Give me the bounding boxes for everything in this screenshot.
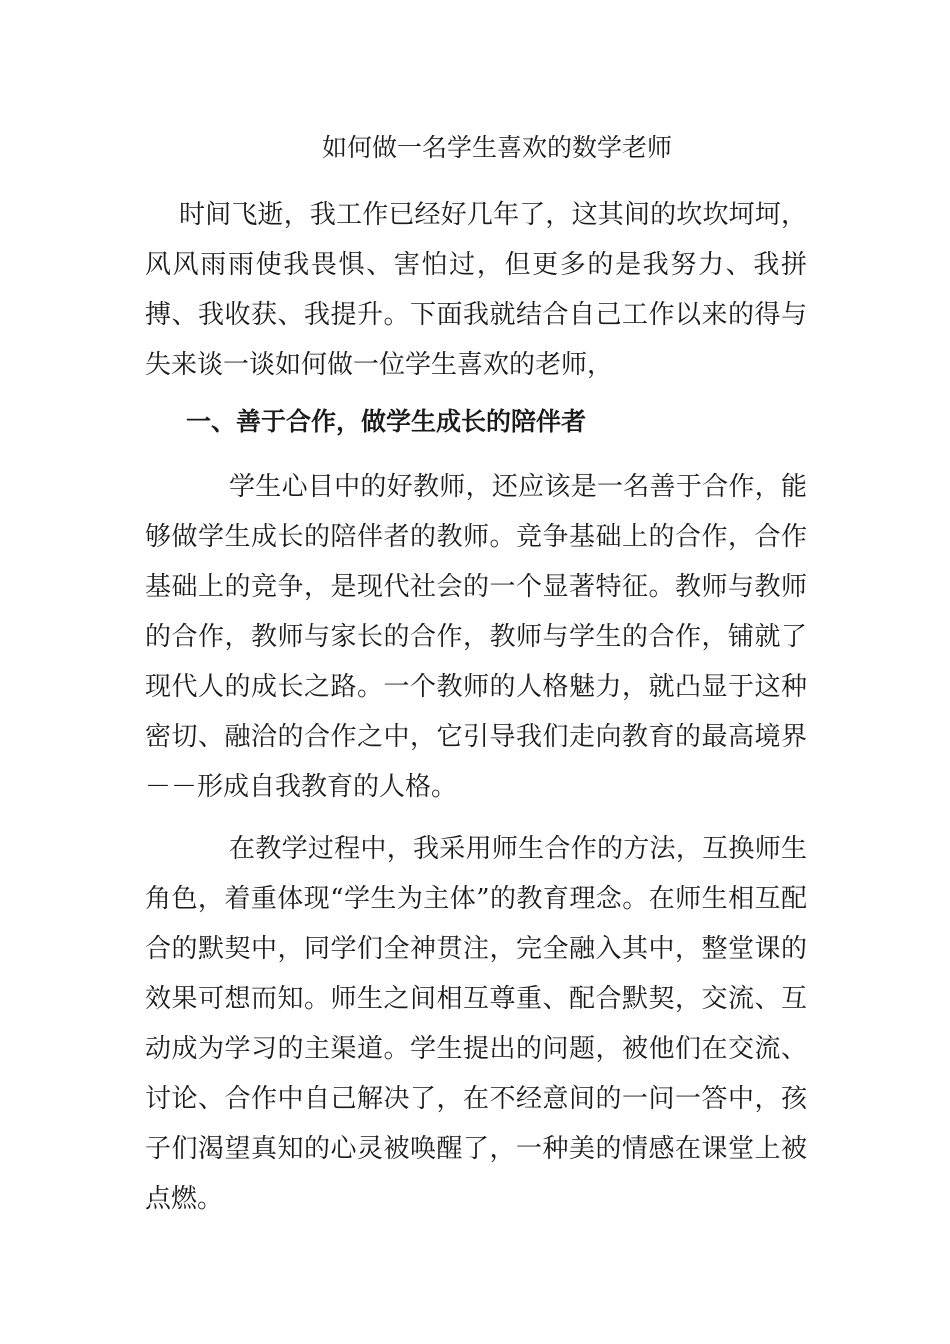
document-title: 如何做一名学生喜欢的数学老师: [322, 133, 673, 162]
section-paragraph-1: 学生心目中的好教师，还应该是一名善于合作，能够做学生成长的陪伴者的教师。竞争基础上的合作，合作基础上的竞争，是现代社会的一个显著特征。教师与教师的合作，教师与家长的合作，教师与学生的合作，铺就了现代人的成长之路。一个教师的人格魅力，就凸显于这种密切、融洽的合作之中，它引导我们走向教育的最高境界－－形成自我教育的人格。: [145, 472, 807, 802]
section-paragraph-2: 在教学过程中，我采用师生合作的方法，互换师生角色，着重体现“学生为主体”的教育理念。在师生相互配合的默契中，同学们全神贯注，完全融入其中，整堂课的效果可想而知。师生之间相互尊重、配合默契，交流、互动成为学习的主渠道。学生提出的问题，被他们在交流、讨论、合作中自己解决了，在不经意间的一问一答中，孩子们渴望真知的心灵被唤醒了，一种美的情感在课堂上被点燃。: [145, 834, 807, 1214]
intro-paragraph: 时间飞逝，我工作已经好几年了，这其间的坎坎坷坷，风风雨雨使我畏惧、害怕过，但更多的是我努力、我拼搏、我收获、我提升。下面我就结合自己工作以来的得与失来谈一谈如何做一位学生喜欢的老师，: [145, 200, 807, 380]
section-heading: 一、善于合作，做学生成长的陪伴者: [186, 407, 587, 436]
